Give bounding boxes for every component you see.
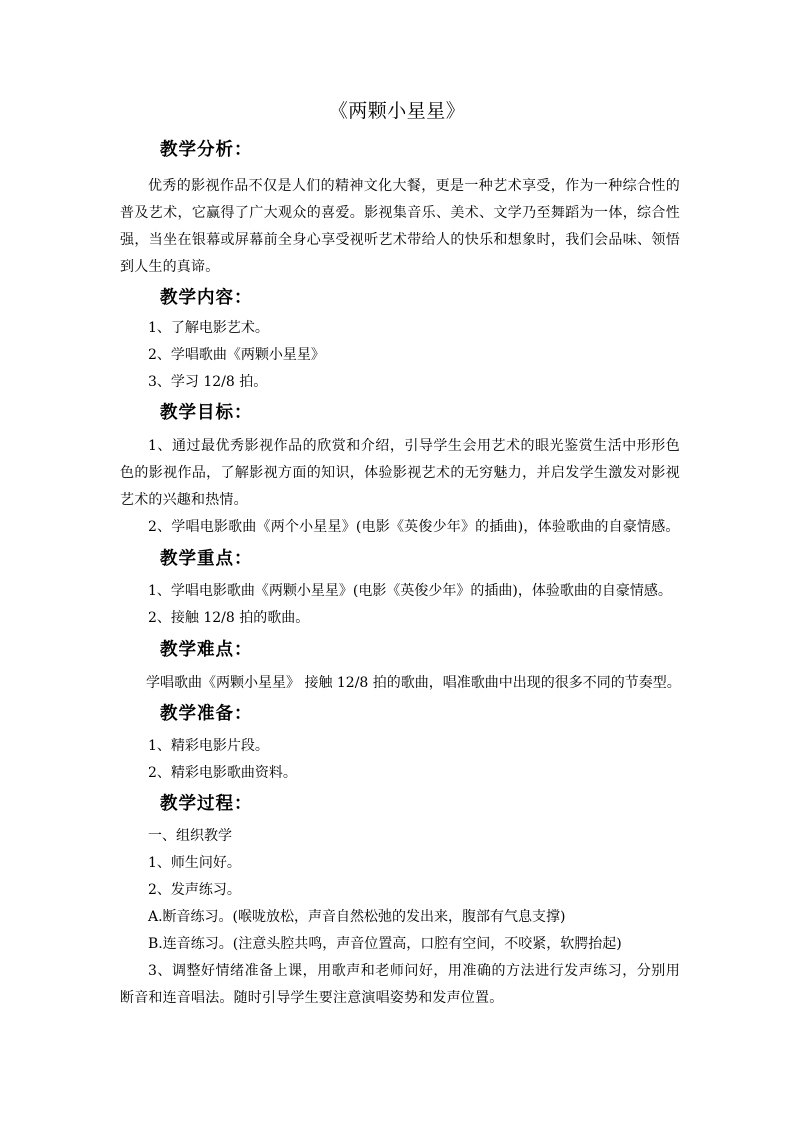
- process-paragraph: 3、调整好情绪准备上课，用歌声和老师问好，用准确的方法进行发声练习，分别用断音和连音唱法。随时引导学生要注意演唱姿势和发声位置。: [120, 963, 680, 1006]
- section-heading-key-points: 教学重点：: [160, 549, 253, 569]
- analysis-paragraph: 优秀的影视作品不仅是人们的精神文化大餐，更是一种艺术享受，作为一种综合性的普及艺术，它赢得了广大观众的喜爱。影视集音乐、美术、文学乃至舞蹈为一体，综合性强，当坐在银幕或屏幕前全身心享受视听艺术带给人的快乐和想象时，我们会品味、领悟到人生的真谛。: [120, 178, 680, 275]
- section-heading-analysis: 教学分析：: [160, 140, 253, 160]
- page-title: 《两颗小星星》: [328, 100, 466, 122]
- key-point-item-1: 1、学唱电影歌曲《两颗小星星》(电影《英俊少年》的插曲)，体验歌曲的自豪情感。: [148, 583, 672, 599]
- section-heading-content: 教学内容：: [160, 288, 253, 308]
- content-item-1: 1、了解电影艺术。: [148, 320, 269, 336]
- section-heading-difficulties: 教学难点：: [160, 640, 253, 660]
- objective-paragraph-1: 1、通过最优秀影视作品的欣赏和介绍，引导学生会用艺术的眼光鉴赏生活中形形色色的影视作品，了解影视方面的知识，体验影视艺术的无穷魅力，并启发学生激发对影视艺术的兴趣和热情。: [120, 438, 680, 508]
- content-item-3: 3、学习 12/8 拍。: [148, 374, 268, 390]
- process-item-1: 一、组织教学: [148, 828, 232, 844]
- preparation-item-1: 1、精彩电影片段。: [148, 738, 269, 754]
- section-heading-process: 教学过程：: [160, 794, 253, 814]
- section-heading-preparation: 教学准备：: [160, 704, 253, 724]
- section-heading-objectives: 教学目标：: [160, 403, 253, 423]
- objective-paragraph-2: 2、学唱电影歌曲《两个小星星》(电影《英俊少年》的插曲)，体验歌曲的自豪情感。: [148, 519, 680, 535]
- key-point-item-2: 2、接触 12/8 拍的歌曲。: [148, 610, 310, 626]
- process-item-5: B.连音练习。(注意头腔共鸣，声音位置高，口腔有空间，不咬紧，软腭抬起): [148, 936, 622, 952]
- process-item-2: 1、师生问好。: [148, 855, 241, 871]
- content-item-2: 2、学唱歌曲《两颗小星星》: [148, 347, 325, 363]
- process-item-4: A.断音练习。(喉咙放松，声音自然松弛的发出来，腹部有气息支撑): [148, 909, 566, 925]
- difficulty-item: 学唱歌曲《两颗小星星》 接触 12/8 拍的歌曲，唱准歌曲中出现的很多不同的节奏型。: [146, 675, 681, 691]
- preparation-item-2: 2、精彩电影歌曲资料。: [148, 765, 297, 781]
- process-item-3: 2、发声练习。: [148, 882, 241, 898]
